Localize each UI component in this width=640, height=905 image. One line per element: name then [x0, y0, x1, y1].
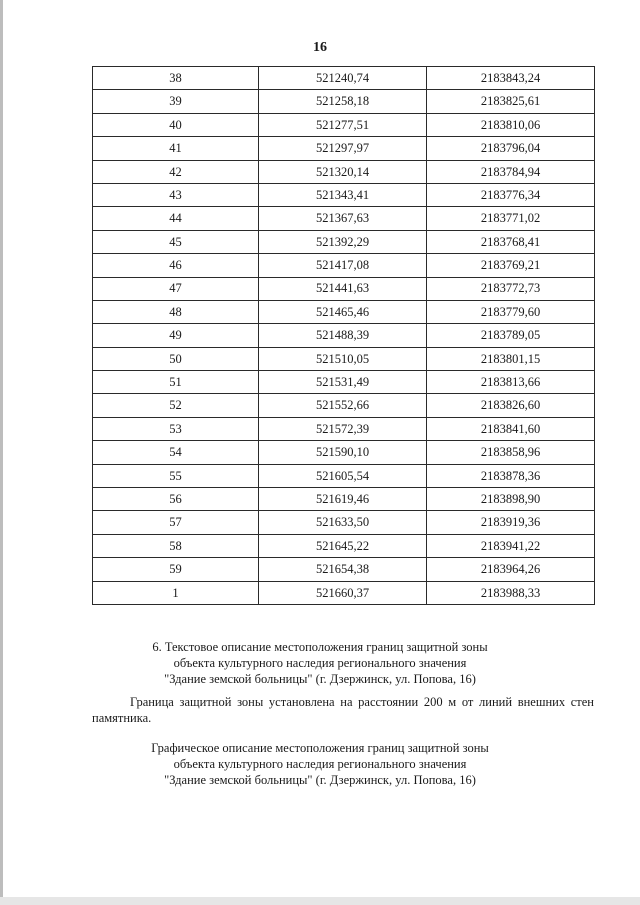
- x-coordinate-cell: 521240,74: [259, 67, 427, 90]
- y-coordinate-cell: 2183772,73: [427, 277, 595, 300]
- graphic-heading-line-1: Графическое описание местоположения границ защитной зоны: [151, 741, 489, 755]
- y-coordinate-cell: 2183784,94: [427, 160, 595, 183]
- y-coordinate-cell: 2183988,33: [427, 581, 595, 604]
- x-coordinate-cell: 521552,66: [259, 394, 427, 417]
- y-coordinate-cell: 2183769,21: [427, 254, 595, 277]
- y-coordinate-cell: 2183796,04: [427, 137, 595, 160]
- point-number-cell: 48: [93, 300, 259, 323]
- point-number-cell: 58: [93, 534, 259, 557]
- x-coordinate-cell: 521441,63: [259, 277, 427, 300]
- y-coordinate-cell: 2183826,60: [427, 394, 595, 417]
- table-row: [93, 581, 595, 604]
- section-6-heading: [0, 639, 640, 687]
- y-coordinate-cell: 2183768,41: [427, 230, 595, 253]
- section-6-heading-line-3: "Здание земской больницы" (г. Дзержинск, ул. Попова, 16): [164, 672, 476, 686]
- y-coordinate-cell: 2183776,34: [427, 183, 595, 206]
- point-number-cell: 47: [93, 277, 259, 300]
- table-row: [93, 324, 595, 347]
- y-coordinate-cell: 2183898,90: [427, 488, 595, 511]
- scan-edge-bottom: [0, 897, 640, 905]
- x-coordinate-cell: 521320,14: [259, 160, 427, 183]
- x-coordinate-cell: 521654,38: [259, 558, 427, 581]
- point-number-cell: 38: [93, 67, 259, 90]
- point-number-cell: 54: [93, 441, 259, 464]
- point-number-cell: 42: [93, 160, 259, 183]
- x-coordinate-cell: 521343,41: [259, 183, 427, 206]
- table-row: [93, 347, 595, 370]
- table-row: [93, 464, 595, 487]
- x-coordinate-cell: 521633,50: [259, 511, 427, 534]
- section-6-heading-line-2: объекта культурного наследия регионального значения: [173, 656, 467, 670]
- point-number-cell: 41: [93, 137, 259, 160]
- point-number-cell: 46: [93, 254, 259, 277]
- x-coordinate-cell: 521277,51: [259, 113, 427, 136]
- section-6-heading-line-1: 6. Текстовое описание местоположения границ защитной зоны: [152, 640, 488, 654]
- table-row: [93, 441, 595, 464]
- x-coordinate-cell: 521367,63: [259, 207, 427, 230]
- y-coordinate-cell: 2183941,22: [427, 534, 595, 557]
- x-coordinate-cell: 521297,97: [259, 137, 427, 160]
- point-number-cell: 55: [93, 464, 259, 487]
- y-coordinate-cell: 2183810,06: [427, 113, 595, 136]
- x-coordinate-cell: 521619,46: [259, 488, 427, 511]
- graphic-description-heading: [0, 740, 640, 788]
- y-coordinate-cell: 2183771,02: [427, 207, 595, 230]
- point-number-cell: 53: [93, 417, 259, 440]
- table-row: [93, 417, 595, 440]
- point-number-cell: 44: [93, 207, 259, 230]
- y-coordinate-cell: 2183919,36: [427, 511, 595, 534]
- x-coordinate-cell: 521258,18: [259, 90, 427, 113]
- point-number-cell: 57: [93, 511, 259, 534]
- table-row: [93, 300, 595, 323]
- table-row: [93, 113, 595, 136]
- x-coordinate-cell: 521392,29: [259, 230, 427, 253]
- table-row: [93, 207, 595, 230]
- table-row: [93, 488, 595, 511]
- graphic-heading-line-3: "Здание земской больницы" (г. Дзержинск, ул. Попова, 16): [164, 773, 476, 787]
- y-coordinate-cell: 2183813,66: [427, 371, 595, 394]
- coordinates-table: [92, 66, 595, 605]
- table-row: [93, 511, 595, 534]
- x-coordinate-cell: 521510,05: [259, 347, 427, 370]
- table-row: [93, 558, 595, 581]
- table-row: [93, 394, 595, 417]
- y-coordinate-cell: 2183779,60: [427, 300, 595, 323]
- y-coordinate-cell: 2183964,26: [427, 558, 595, 581]
- x-coordinate-cell: 521645,22: [259, 534, 427, 557]
- point-number-cell: 45: [93, 230, 259, 253]
- point-number-cell: 49: [93, 324, 259, 347]
- y-coordinate-cell: 2183878,36: [427, 464, 595, 487]
- y-coordinate-cell: 2183801,15: [427, 347, 595, 370]
- table-row: [93, 230, 595, 253]
- y-coordinate-cell: 2183789,05: [427, 324, 595, 347]
- table-row: [93, 67, 595, 90]
- point-number-cell: 52: [93, 394, 259, 417]
- table-row: [93, 183, 595, 206]
- y-coordinate-cell: 2183843,24: [427, 67, 595, 90]
- point-number-cell: 43: [93, 183, 259, 206]
- x-coordinate-cell: 521465,46: [259, 300, 427, 323]
- point-number-cell: 40: [93, 113, 259, 136]
- y-coordinate-cell: 2183858,96: [427, 441, 595, 464]
- boundary-description: Граница защитной зоны установлена на расстоянии 200 м от линий внешних стен памятника.: [92, 695, 594, 725]
- x-coordinate-cell: 521605,54: [259, 464, 427, 487]
- table-row: [93, 371, 595, 394]
- x-coordinate-cell: 521417,08: [259, 254, 427, 277]
- point-number-cell: 39: [93, 90, 259, 113]
- point-number-cell: 59: [93, 558, 259, 581]
- point-number-cell: 50: [93, 347, 259, 370]
- point-number-cell: 51: [93, 371, 259, 394]
- x-coordinate-cell: 521488,39: [259, 324, 427, 347]
- table-row: [93, 277, 595, 300]
- coordinates-table-body: [93, 67, 595, 605]
- point-number-cell: 1: [93, 581, 259, 604]
- table-row: [93, 137, 595, 160]
- x-coordinate-cell: 521660,37: [259, 581, 427, 604]
- x-coordinate-cell: 521572,39: [259, 417, 427, 440]
- table-row: [93, 534, 595, 557]
- y-coordinate-cell: 2183841,60: [427, 417, 595, 440]
- x-coordinate-cell: 521590,10: [259, 441, 427, 464]
- page-number: 16: [313, 40, 327, 55]
- y-coordinate-cell: 2183825,61: [427, 90, 595, 113]
- graphic-heading-line-2: объекта культурного наследия регионального значения: [173, 757, 467, 771]
- point-number-cell: 56: [93, 488, 259, 511]
- table-row: [93, 160, 595, 183]
- table-row: [93, 90, 595, 113]
- table-row: [93, 254, 595, 277]
- x-coordinate-cell: 521531,49: [259, 371, 427, 394]
